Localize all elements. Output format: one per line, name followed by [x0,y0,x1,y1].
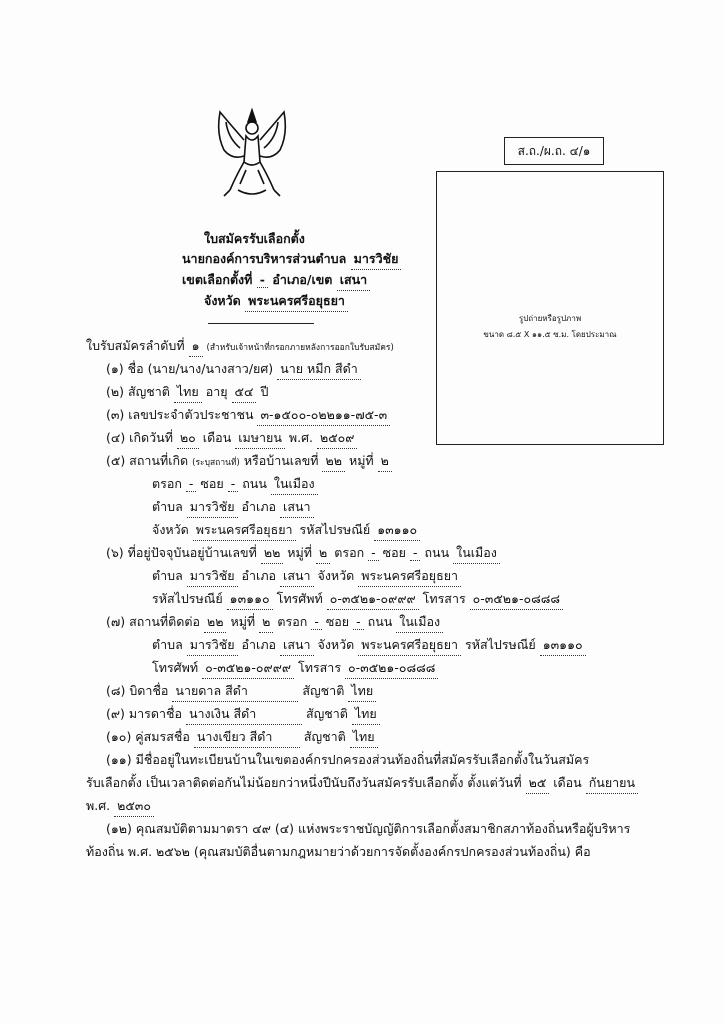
order-line: ใบรับสมัครลำดับที่ ๑ (สำหรับเจ้าหน้าที่กรอกภายหลังการออกใบรับสมัคร) [86,336,394,357]
residence-phone-line: รหัสไปรษณีย์ ๑๓๑๑๐ โทรศัพท์ ๐-๓๕๒๑-๐๙๙๙ โทรสาร ๐-๓๕๒๑-๐๘๘๘ [152,589,563,610]
birthplace-road-line: ตรอก - ซอย - ถนน ในเมือง [152,474,318,495]
form-title: ใบสมัครรับเลือกตั้ง [204,231,305,246]
mother-line: (๙) มารดาชื่อ นางเงิน สีดำ สัญชาติ ไทย [106,704,380,725]
position-line: นายกองค์การบริหารส่วนตำบล มารวิชัย [182,249,401,270]
residence-tambon-line: ตำบล มารวิชัย อำเภอ เสนา จังหวัด พระนครศรีอยุธยา [152,566,461,587]
contact-tambon-line: ตำบล มารวิชัย อำเภอ เสนา จังหวัด พระนครศรีอยุธยา รหัสไปรษณีย์ ๑๓๑๑๐ [152,635,586,656]
form-code: ส.ถ./ผ.ถ. ๔/๑ [504,137,604,165]
spouse-line: (๑๐) คู่สมรสชื่อ นางเขียว สีดำ สัญชาติ ไทย [106,727,378,748]
para11-line1: (๑๑) มีชื่ออยู่ในทะเบียนบ้านในเขตองค์กรปกครองส่วนท้องถิ่นที่สมัครรับเลือกตั้งในวันสมัคร [106,752,590,767]
photo-caption: รูปถ่ายหรือรูปภาพ [518,314,582,323]
garuda-emblem [200,104,304,204]
province-line: จังหวัด พระนครศรีอยุธยา [204,291,348,312]
contact-phone-line: โทรศัพท์ ๐-๓๕๒๑-๐๙๙๙ โทรสาร ๐-๓๕๒๑-๐๘๘๘ [152,658,438,679]
para12-line1: (๑๒) คุณสมบัติตามมาตรา ๔๙ (๔) แห่งพระราชบัญญัติการเลือกตั้งสมาชิกสภาท้องถิ่นหรือผู้บริหาร [106,821,631,836]
name-line: (๑) ชื่อ (นาย/นาง/นางสาว/ยศ) นาย หมีก สีดำ [106,359,361,380]
contact-line: (๗) สถานที่ติดต่อ ๒๒ หมู่ที่ ๒ ตรอก - ซอย - ถนน ในเมือง [106,612,443,633]
photo-size: ขนาด ๘.๕ X ๑๑.๕ ซ.ม. โดยประมาณ [483,330,617,339]
id-line: (๓) เลขประจำตัวประชาชน ๓-๑๕๐๐-๐๒๒๑๑-๗๕-๓ [106,405,390,426]
residence-line: (๖) ที่อยู่ปัจจุบันอยู่บ้านเลขที่ ๒๒ หมู่ที่ ๒ ตรอก - ซอย - ถนน ในเมือง [106,543,500,564]
birthplace-line: (๕) สถานที่เกิด (ระบุสถานที่) หรือบ้านเลขที่ ๒๒ หมู่ที่ ๒ [106,451,392,472]
father-line: (๘) บิดาชื่อ นายดาล สีดำ สัญชาติ ไทย [106,681,376,702]
district-line: เขตเลือกตั้งที่ - อำเภอ/เขต เสนา [182,270,370,291]
photo-frame [436,171,664,445]
header-divider [208,323,314,324]
para11-line2: รับเลือกตั้ง เป็นเวลาติดต่อกันไม่น้อยกว่าหนึ่งปีนับถึงวันสมัครรับเลือกตั้ง ตั้งแต่วันที่ ๒๕ เดือน กันยายน [86,773,638,794]
birthplace-tambon-line: ตำบล มารวิชัย อำเภอ เสนา [152,497,314,518]
birthplace-province-line: จังหวัด พระนครศรีอยุธยา รหัสไปรษณีย์ ๑๓๑๑๐ [152,520,420,541]
nationality-line: (๒) สัญชาติ ไทย อายุ ๕๔ ปี [106,382,268,403]
para12-line2: ท้องถิ่น พ.ศ. ๒๕๖๒ (คุณสมบัติอื่นตามกฎหมายว่าด้วยการจัดตั้งองค์กรปกครองส่วนท้องถิ่น) คือ [86,844,591,859]
para11-line3: พ.ศ. ๒๕๓๐ [86,796,154,817]
birthdate-line: (๔) เกิดวันที่ ๒๐ เดือน เมษายน พ.ศ. ๒๕๐๙ [106,428,357,449]
